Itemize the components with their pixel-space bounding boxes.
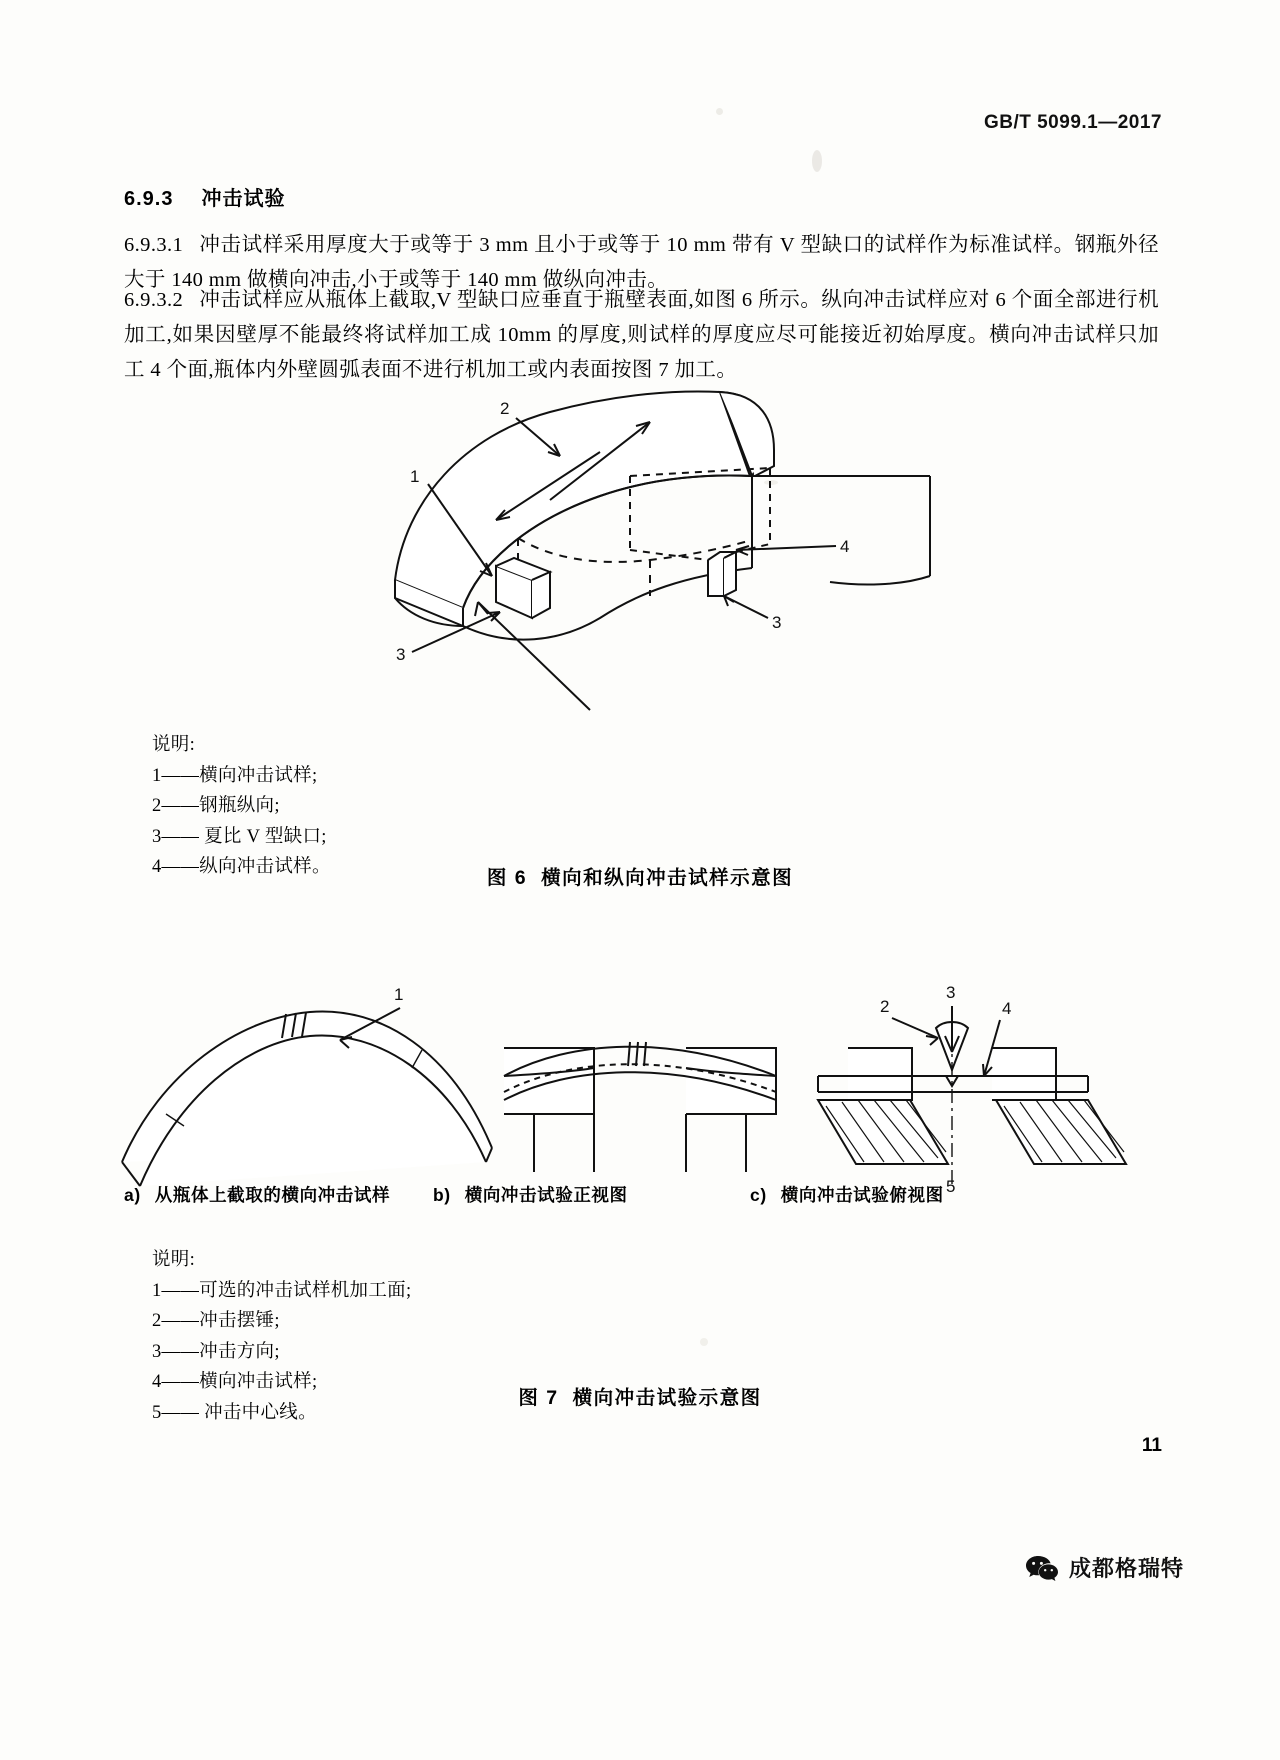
figure-7-callout-5: 5 [946,1177,956,1196]
figure-7-caption [0,1382,1280,1410]
wechat-account-name: 成都格瑞特 [1068,1556,1184,1581]
legend-item: 2——钢瓶纵向; [152,796,280,816]
legend-item: 3——冲击方向; [152,1341,280,1362]
paper-speck [716,108,723,115]
legend-item: 4——横向冲击试样; [152,1372,318,1392]
figure-6-callout-2: 2 [500,399,510,418]
paper-speck [812,150,822,172]
figure-7-illustration [100,900,1180,1200]
subcaption-label: c) [750,1185,767,1205]
legend-item: 1——横向冲击试样; [152,765,318,786]
subcaption-label: b) [433,1185,451,1205]
legend-item: 5—— 冲击中心线。 [152,1402,317,1423]
legend-item: 3—— 夏比 V 型缺口; [152,826,327,847]
figure-6-callout-4: 4 [840,537,850,556]
legend-item: 4——纵向冲击试样。 [152,857,331,877]
figure-6-caption-text: 横向和纵向冲击试样示意图 [541,867,794,889]
paragraph-6-9-3-2 [124,283,1159,388]
section-heading [124,182,285,211]
figure-6-legend [152,730,331,883]
subcaption-text: 横向冲击试验俯视图 [780,1185,944,1205]
figure-6-callout-3b: 3 [772,613,782,632]
wechat-watermark [1025,1552,1184,1583]
section-title: 冲击试验 [201,188,286,210]
figure-7-subcaption-a [124,1182,390,1207]
figure-7-callout-3: 3 [946,983,956,1002]
figure-7-subcaption-c [750,1182,944,1207]
figure-7-caption-label: 图 7 [518,1387,559,1409]
subcaption-label: a) [124,1185,141,1205]
subcaption-text: 从瓶体上截取的横向冲击试样 [154,1185,391,1205]
figure-7-svg [100,900,1180,1200]
figure-6-caption [0,862,1280,890]
figure-7-callout-1: 1 [394,985,404,1004]
figure-6-callout-1: 1 [410,467,420,486]
legend-item: 1——可选的冲击试样机加工面; [152,1280,412,1301]
legend-item: 2——冲击摆锤; [152,1311,280,1331]
figure-6-svg [300,380,1000,740]
paragraph-lead: 6.9.3.2 [124,289,184,311]
figure-7-caption-text: 横向冲击试验示意图 [572,1387,762,1409]
figure-7-callout-2: 2 [880,997,890,1016]
figure-7-subcaption-b [433,1182,628,1207]
legend-title: 说明: [152,735,196,755]
page-number: 11 [1141,1435,1162,1456]
standard-code: GB/T 5099.1—2017 [983,112,1162,133]
paper-speck [700,1338,708,1346]
paragraph-lead: 6.9.3.1 [124,234,184,256]
paragraph-text: 冲击试样采用厚度大于或等于 3 mm 且小于或等于 10 mm 带有 V 型缺口的试样作为标准试样。钢瓶外径大于 140 mm 做横向冲击,小于或等于 140 mm 做纵向冲击。 [124,234,1159,291]
paragraph-text: 冲击试样应从瓶体上截取,V 型缺口应垂直于瓶壁表面,如图 6 所示。纵向冲击试样应对 6 个面全部进行机加工,如果因壁厚不能最终将试样加工成 10mm 的厚度,则试样的厚度应尽可能接近初始厚度。横向冲击试样只加工 4 个面,瓶体内外壁圆弧表面不进行机加工或内表面按图 7 加工。 [124,289,1159,381]
figure-6-illustration [300,380,1000,740]
section-number: 6.9.3 [124,188,174,210]
figure-6-caption-label: 图 6 [486,867,528,889]
figure-6-callout-3a: 3 [396,645,406,664]
figure-7-callout-4: 4 [1002,999,1012,1018]
wechat-icon [1025,1554,1059,1582]
subcaption-text: 横向冲击试验正视图 [464,1185,628,1205]
legend-title: 说明: [152,1250,196,1270]
